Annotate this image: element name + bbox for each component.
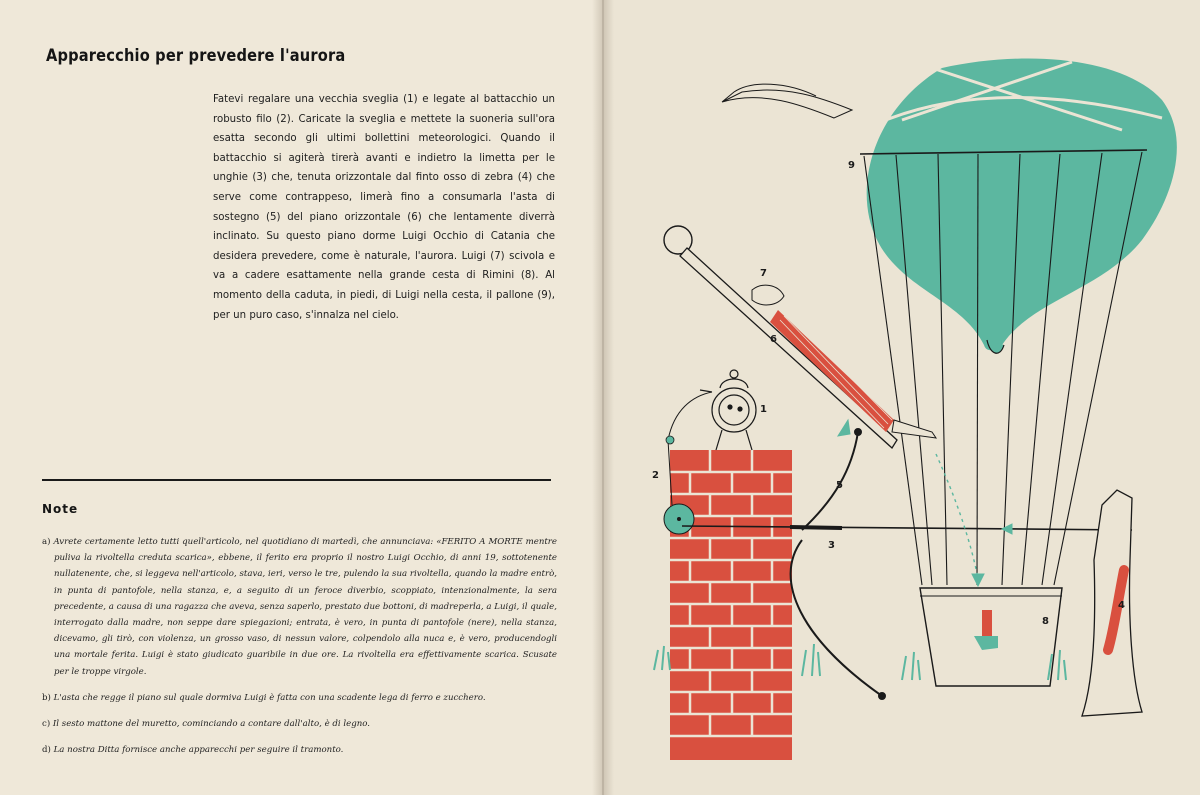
notes-heading: Note: [42, 502, 79, 516]
book-gutter: [592, 0, 614, 795]
pennant: [722, 84, 852, 118]
brick-wall: [670, 450, 792, 760]
label-6: 6: [770, 334, 777, 345]
label-1: 1: [760, 404, 767, 415]
label-2: 2: [652, 470, 659, 481]
notes-list: [42, 534, 557, 768]
note-d: d) La nostra Ditta fornisce anche apparecchi per seguire il tramonto.: [42, 745, 344, 756]
body-paragraph: Fatevi regalare una vecchia sveglia (1) e legate al battacchio un robusto filo (2). Caricate la sveglia e mettete la suoneria sull'ora esatta secondo gli ultimi bollettini meteorologici. Quando il battacchio si agiterà tirerà avanti e indietro la limetta per le unghie (3) che, tenuta orizzontale dal finto osso di zebra (4) che serve come contrappeso, limerà fino a consumarla l'asta di sostegno (5) del piano orizzontale (6) che lentamente diverrà inclinato. Su questo piano dorme Luigi Occhio di Catania che desidera prevedere, come è naturale, l'aurora. Luigi (7) scivola e va a cadere esattamente nella grande cesta di Rimini (8). Al momento della caduta, in piedi, di Luigi nella cesta, il pallone (9), per un puro caso, s'innalza nel cielo.: [213, 94, 555, 321]
basket: [920, 588, 1062, 686]
label-8: 8: [1042, 616, 1049, 627]
label-7: 7: [760, 268, 767, 279]
note-c: c) Il sesto mattone del muretto, cominciando a contare dall'alto, è di legno.: [42, 719, 371, 730]
tree-stump: [1082, 490, 1142, 716]
pulley-wheel: [664, 504, 694, 534]
label-5: 5: [836, 480, 843, 491]
alarm-clock: [700, 370, 756, 450]
balloon: [860, 59, 1177, 354]
label-3: 3: [828, 540, 835, 551]
divider: [42, 479, 551, 481]
label-4: 4: [1118, 600, 1125, 611]
contraption-illustration: [602, 0, 1200, 795]
label-9: 9: [848, 160, 855, 171]
note-b: b) L'asta che regge il piano sul quale dormiva Luigi è fatta con una scadente lega di ferro e zucchero.: [42, 692, 486, 703]
note-a: a) Avrete certamente letto tutti quell'articolo, nel quotidiano di martedì, che annunciava: «FERITO A MORTE mentre puliva la rivoltella creduta scarica», ebbene, il ferito era proprio il nostro Luigi Occhio, di anni 19, sottotenente nullatenente, che, si leggeva nell'articolo, stava, ieri, verso le tre, pulendo la sua rivoltella, quando la madre entrò, in punta di pantofole, nella stanza, e, a seguito di un feroce diverbio, scoppiato, intenzionalmente, la sera precedente, a causa di una ragazza che aveva, senza saperlo, prestato due bottoni, di madreperla, a Luigi, il quale, interrogato dalla madre, non seppe dare spiegazioni; entrata, è vero, in punta di pantofole (nere), nella stanza, dicevamo, gli tirò, con violenza, un grosso vaso, di nessun valore, colpendolo alla nuca e, è vero, producendogli una mortale ferita. Luigi è stato giudicato guaribile in due ore. La rivoltella era effettivamente scarica. Scusate per le troppe virgole.: [42, 537, 557, 677]
page-title: Apparecchio per prevedere l'aurora: [46, 46, 346, 66]
inclined-plane: [664, 226, 897, 448]
